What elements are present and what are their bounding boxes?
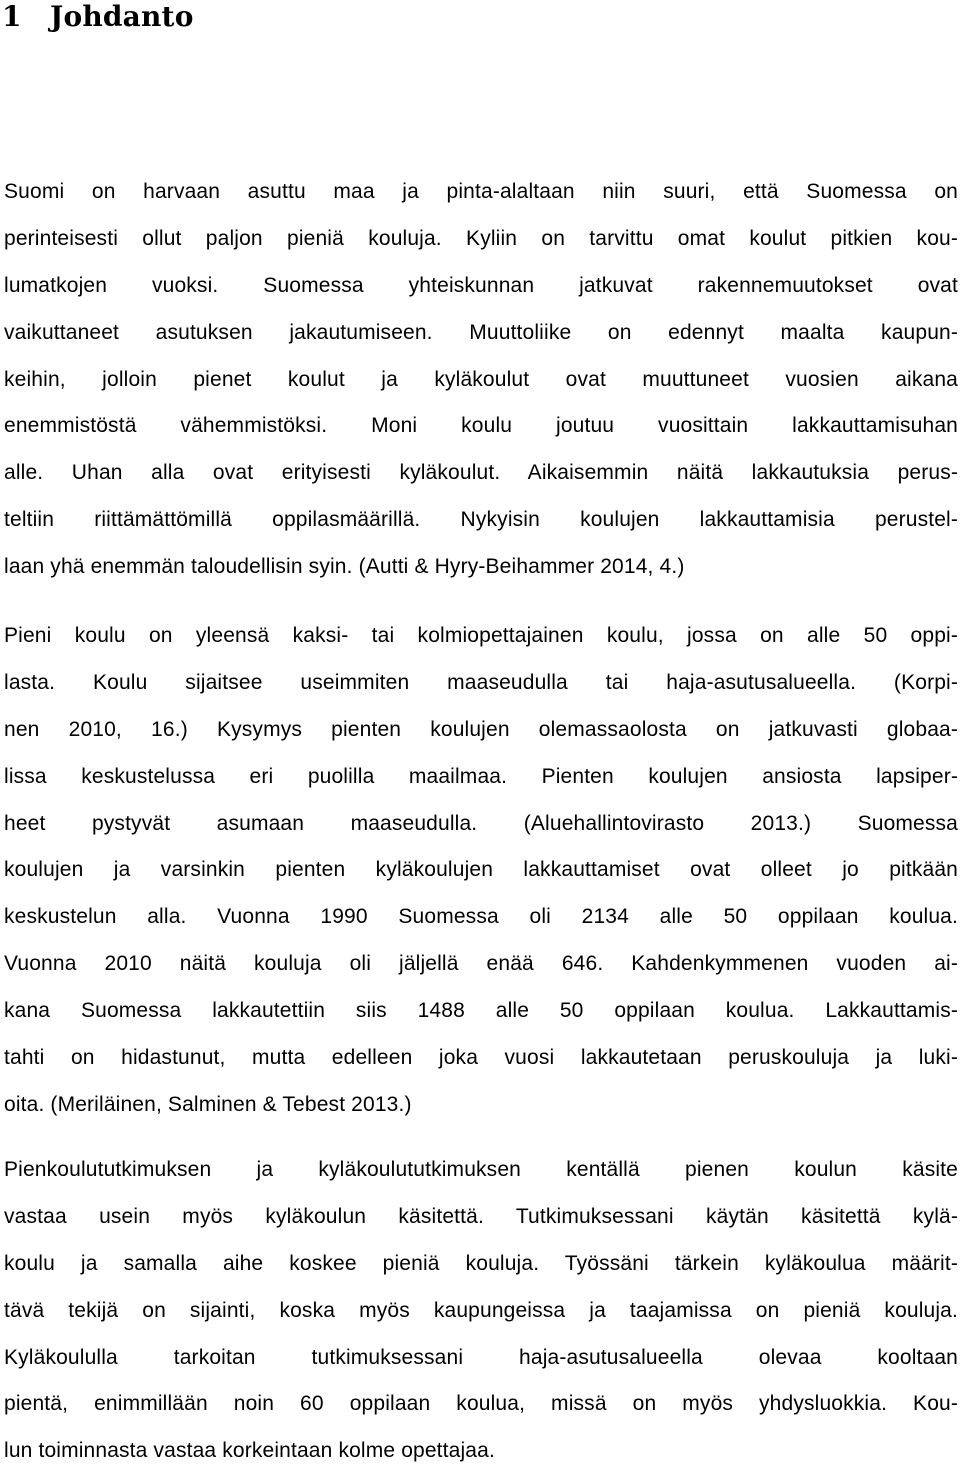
paragraph-line: alle. Uhan alla ovat erityisesti kyläkoulut. Aikaisemmin näitä lakkautuksia perus-: [4, 461, 958, 485]
paragraph-line: lasta. Koulu sijaitsee useimmiten maaseudulla tai haja-asutusalueella. (Korpi-: [4, 670, 958, 694]
paragraph-line: Kyläkoululla tarkoitan tutkimuksessani haja-asutusalueella olevaa kooltaan: [4, 1345, 958, 1369]
paragraph-1: [4, 169, 958, 591]
paragraph-line: lun toiminnasta vastaa korkeintaan kolme opettajaa.: [4, 1439, 495, 1463]
paragraph-line: koulu ja samalla aihe koskee pieniä kouluja. Työssäni tärkein kyläkoulua määrit-: [4, 1251, 958, 1275]
paragraph-line: Pieni koulu on yleensä kaksi- tai kolmiopettajainen koulu, jossa on alle 50 oppi-: [4, 624, 958, 647]
paragraph-line: kana Suomessa lakkautettiin siis 1488 alle 50 oppilaan koulua. Lakkauttamis-: [4, 999, 958, 1023]
paragraph-line: Pienkoulututkimuksen ja kyläkoulututkimuksen kentällä pienen koulun käsite: [4, 1158, 958, 1181]
chapter-heading: [2, 0, 194, 36]
paragraph-line: pientä, enimmillään noin 60 oppilaan koulua, missä on myös yhdysluokkia. Kou-: [4, 1392, 958, 1416]
paragraph-line: teltiin riittämättömillä oppilasmäärillä. Nykyisin koulujen lakkauttamisia perustel-: [4, 508, 958, 532]
paragraph-line: perinteisesti ollut paljon pieniä kouluja. Kyliin on tarvittu omat koulut pitkien kou-: [4, 226, 958, 250]
paragraph-2: [4, 613, 958, 1129]
paragraph-line: lumatkojen vuoksi. Suomessa yhteiskunnan jatkuvat rakennemuutokset ovat: [4, 273, 958, 297]
paragraph-line: oita. (Meriläinen, Salminen & Tebest 2013.): [4, 1092, 412, 1116]
paragraph-line: nen 2010, 16.) Kysymys pienten koulujen olemassaolosta on jatkuvasti globaa-: [4, 717, 958, 741]
paragraph-line: tävä tekijä on sijainti, koska myös kaupungeissa ja taajamissa on pieniä kouluja.: [4, 1298, 958, 1322]
chapter-number: 1: [2, 0, 22, 33]
paragraph-line: enemmistöstä vähemmistöksi. Moni koulu joutuu vuosittain lakkauttamisuhan: [4, 414, 958, 438]
paragraph-3: [4, 1147, 958, 1475]
chapter-title: Johdanto: [50, 0, 194, 33]
paragraph-line: vaikuttaneet asutuksen jakautumiseen. Muuttoliike on edennyt maalta kaupun-: [4, 320, 958, 344]
paragraph-line: tahti on hidastunut, mutta edelleen joka vuosi lakkautetaan peruskouluja ja luki-: [4, 1046, 958, 1070]
paragraph-line: lissa keskustelussa eri puolilla maailmaa. Pienten koulujen ansiosta lapsiper-: [4, 764, 958, 788]
paragraph-line: Suomi on harvaan asuttu maa ja pinta-alaltaan niin suuri, että Suomessa on: [4, 180, 958, 203]
paragraph-line: Vuonna 2010 näitä kouluja oli jäljellä enää 646. Kahdenkymmenen vuoden ai-: [4, 952, 958, 976]
paragraph-line: heet pystyvät asumaan maaseudulla. (Aluehallintovirasto 2013.) Suomessa: [4, 811, 958, 835]
paragraph-line: vastaa usein myös kyläkoulun käsitettä. Tutkimuksessani käytän käsitettä kylä-: [4, 1204, 958, 1228]
paragraph-line: laan yhä enemmän taloudellisin syin. (Autti & Hyry-Beihammer 2014, 4.): [4, 555, 685, 579]
paragraph-line: koulujen ja varsinkin pienten kyläkoulujen lakkauttamiset ovat olleet jo pitkään: [4, 858, 958, 882]
paragraph-line: keskustelun alla. Vuonna 1990 Suomessa oli 2134 alle 50 oppilaan koulua.: [4, 905, 958, 929]
paragraph-line: keihin, jolloin pienet koulut ja kyläkoulut ovat muuttuneet vuosien aikana: [4, 367, 958, 391]
